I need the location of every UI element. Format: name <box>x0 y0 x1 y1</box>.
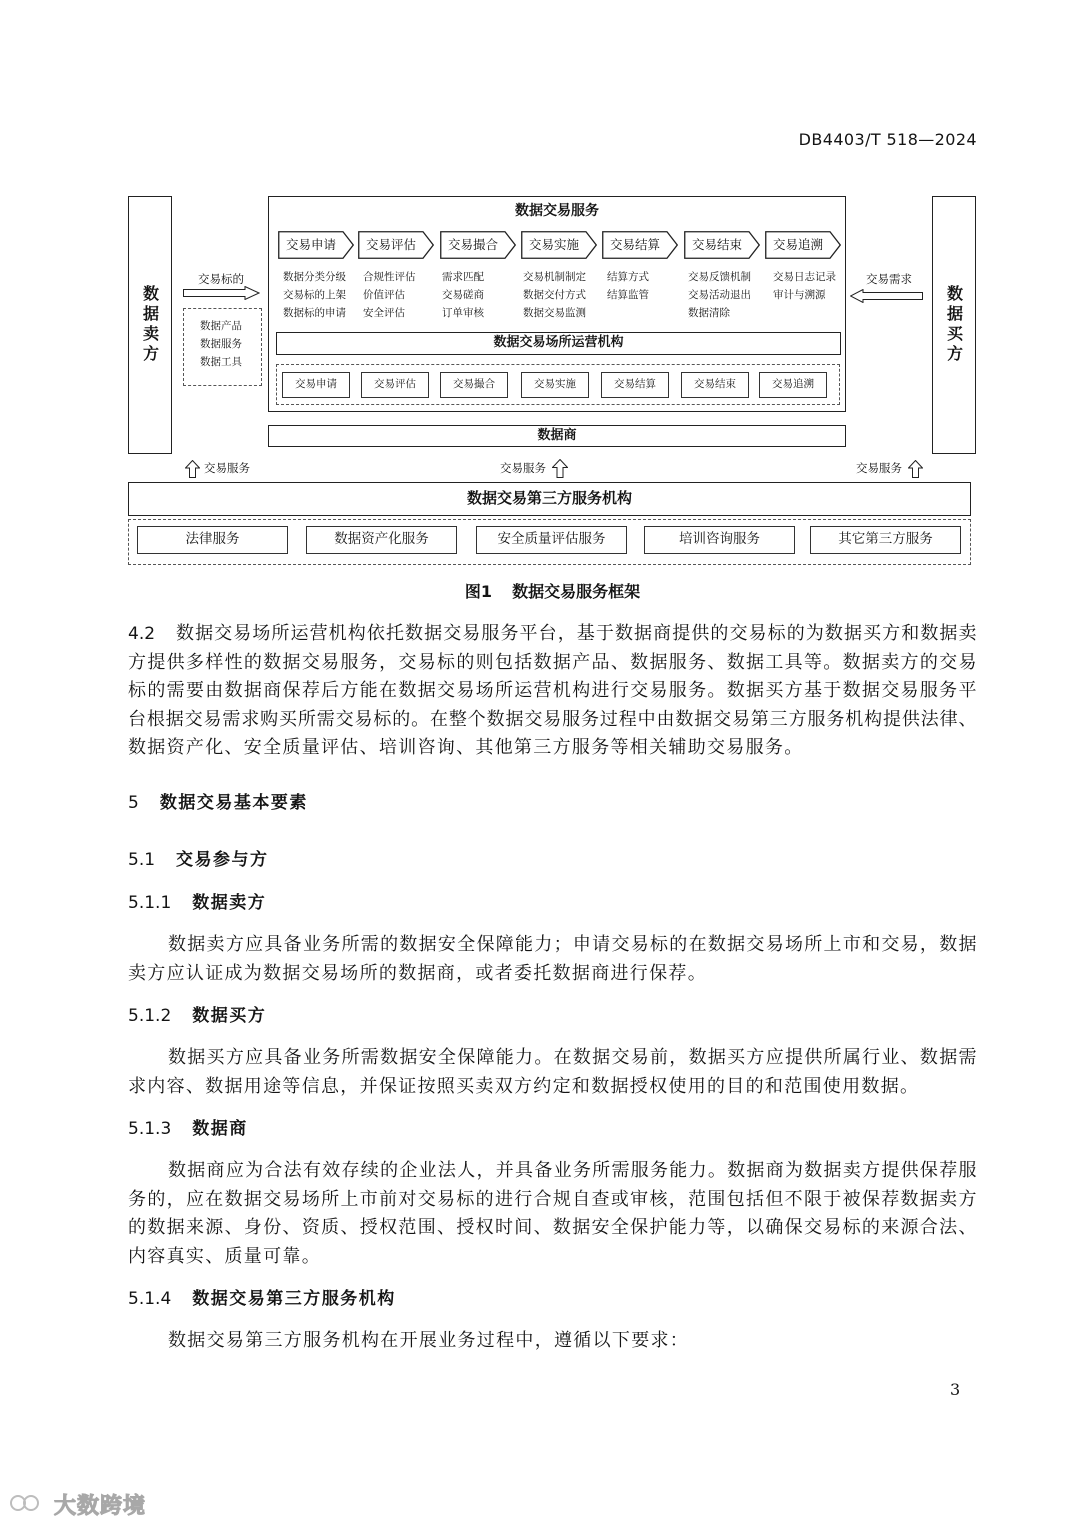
clause-5-1-1-paragraph <box>128 931 977 988</box>
operator-bar: 数据交易场所运营机构 <box>276 332 841 355</box>
paragraph-line: 数据买方应具备业务所需数据安全保障能力。在数据交易前，数据买方应提供所属行业、数据需 <box>168 1047 977 1068</box>
arrow-up-icon <box>552 459 568 478</box>
step-item: 数据交付方式 <box>523 289 586 301</box>
operator-step: 交易追溯 <box>759 372 827 398</box>
clause-5-1-3-paragraph <box>128 1157 977 1271</box>
section-heading <box>128 1002 266 1030</box>
step-chevron <box>358 231 434 259</box>
arrow-up-icon <box>185 460 200 478</box>
figure-caption-title: 数据交易服务框架 <box>512 582 641 601</box>
third-party-service: 培训咨询服务 <box>644 526 795 554</box>
step-items <box>773 268 836 304</box>
operator-step: 交易实施 <box>521 372 589 398</box>
clause-5-1-2-paragraph <box>128 1044 977 1101</box>
step-items <box>283 268 346 322</box>
figure-caption-number: 图1 <box>464 582 493 601</box>
page-number: 3 <box>950 1380 961 1399</box>
arrow-left-icon <box>850 289 923 303</box>
paragraph-line: 务的，应在数据交易场所上市前对交易标的进行合规自查或审核，范围包括但不限于被保荐数据卖方 <box>128 1188 977 1210</box>
third-party-service: 数据资产化服务 <box>306 526 457 554</box>
service-flow-label-right: 交易服务 <box>856 461 902 475</box>
step-item: 交易机制制定 <box>523 271 586 283</box>
operator-step: 交易评估 <box>361 372 429 398</box>
step-item: 结算方式 <box>607 271 649 283</box>
section-number: 5.1.4 <box>128 1289 172 1309</box>
arrow-right-icon <box>183 286 260 300</box>
step-item: 数据交易监测 <box>523 307 586 319</box>
step-item: 结算监管 <box>607 289 649 301</box>
step-items <box>688 268 751 322</box>
step-items <box>607 268 649 304</box>
step-chevron <box>521 231 597 259</box>
seller-product: 数据产品 <box>200 320 242 332</box>
section-title: 数据商 <box>192 1119 248 1139</box>
buyer-box <box>932 196 976 454</box>
paragraph-line: 数据卖方应具备业务所需的数据安全保障能力；申请交易标的在数据交易场所上市和交易，数据 <box>168 934 977 955</box>
section-title: 数据买方 <box>192 1006 267 1026</box>
third-party-service: 安全质量评估服务 <box>476 526 627 554</box>
step-label: 交易追溯 <box>772 237 823 252</box>
step-item: 安全评估 <box>363 307 405 319</box>
paragraph-line: 内容真实、质量可靠。 <box>128 1245 321 1267</box>
section-number: 5.1.3 <box>128 1119 172 1139</box>
section-number: 5.1.2 <box>128 1006 172 1026</box>
paragraph-line: 的数据来源、身份、资质、授权范围、授权时间、数据安全保护能力等，以确保交易标的来源合法、 <box>128 1217 977 1238</box>
operator-step: 交易撮合 <box>440 372 508 398</box>
buyer-flow-label: 交易需求 <box>866 272 912 286</box>
section-heading <box>128 1285 396 1313</box>
step-item: 价值评估 <box>363 289 405 301</box>
step-items <box>363 268 416 322</box>
section-number: 5.1.1 <box>128 893 172 913</box>
step-chevron <box>440 231 516 259</box>
seller-products <box>200 317 242 371</box>
section-heading <box>128 789 308 817</box>
step-label: 交易评估 <box>365 237 416 252</box>
step-label: 交易结束 <box>691 237 742 252</box>
section-title: 数据交易第三方服务机构 <box>192 1289 396 1309</box>
step-item: 订单审核 <box>442 307 484 319</box>
step-item: 交易反馈机制 <box>688 271 751 283</box>
seller-product: 数据服务 <box>200 338 242 350</box>
step-label: 交易结算 <box>609 237 660 252</box>
step-label: 交易实施 <box>528 237 579 252</box>
seller-label: 数据卖方 <box>140 285 160 365</box>
step-chevron <box>765 231 841 259</box>
buyer-label: 数据买方 <box>944 285 964 365</box>
third-party-bar: 数据交易第三方服务机构 <box>128 482 971 516</box>
seller-box <box>128 196 172 454</box>
clause-4-2-paragraph <box>128 620 977 763</box>
operator-step: 交易申请 <box>282 372 350 398</box>
step-item: 数据标的申请 <box>283 307 346 319</box>
step-chevron <box>684 231 760 259</box>
step-item: 交易日志记录 <box>773 271 836 283</box>
third-party-service: 法律服务 <box>137 526 288 554</box>
clause-5-1-4-paragraph <box>128 1327 977 1356</box>
step-item: 交易磋商 <box>442 289 484 301</box>
paragraph-line: 标的需要由数据商保荐后方能在数据交易场所运营机构进行交易服务。数据买方基于数据交易服务平 <box>128 680 977 701</box>
service-flow-label-center: 交易服务 <box>500 461 546 475</box>
section-title: 数据卖方 <box>192 893 267 913</box>
watermark-text: 大数跨境 <box>54 1493 147 1519</box>
third-party-service: 其它第三方服务 <box>810 526 961 554</box>
section-title: 数据交易基本要素 <box>159 793 308 813</box>
paragraph-line: 求内容、数据用途等信息，并保证按照买卖双方约定和数据授权使用的目的和范围使用数据。 <box>128 1075 920 1097</box>
section-number: 5 <box>128 793 139 813</box>
step-chevron <box>278 231 354 259</box>
paragraph-line: 数据资产化、安全质量评估、培训咨询、其他第三方服务等相关辅助交易服务。 <box>128 737 804 758</box>
step-item: 合规性评估 <box>363 271 416 283</box>
figure-caption <box>128 579 977 602</box>
document-number: DB4403/T 518—2024 <box>798 130 977 149</box>
step-chevron <box>602 231 678 259</box>
paragraph-line: 数据交易第三方服务机构在开展业务过程中，遵循以下要求： <box>168 1330 690 1351</box>
section-heading <box>128 846 269 874</box>
clause-number: 4.2 <box>128 624 156 644</box>
paragraph-line <box>128 620 977 649</box>
step-item: 审计与溯源 <box>773 289 826 301</box>
operator-step: 交易结算 <box>601 372 669 398</box>
step-item: 数据清除 <box>688 307 730 319</box>
step-label: 交易申请 <box>285 237 336 252</box>
platform-title: 数据交易服务 <box>515 203 599 219</box>
step-item: 数据分类分级 <box>283 271 346 283</box>
operator-step: 交易结束 <box>681 372 749 398</box>
paragraph-line-text: 数据交易场所运营机构依托数据交易服务平台，基于数据商提供的交易标的为数据买方和数据卖 <box>176 623 977 644</box>
paragraph-line: 台根据交易需求购买所需交易标的。在整个数据交易服务过程中由数据交易第三方服务机构提供法律、 <box>128 708 977 730</box>
watermark <box>10 1488 146 1520</box>
paragraph-line: 方提供多样性的数据交易服务，交易标的则包括数据产品、数据服务、数据工具等。数据卖方的交易 <box>128 651 977 673</box>
watermark-logo-icon <box>10 1493 44 1515</box>
paragraph-line: 卖方应认证成为数据交易场所的数据商，或者委托数据商进行保荐。 <box>128 962 707 984</box>
step-items <box>523 268 586 322</box>
service-flow-label-left: 交易服务 <box>204 461 250 475</box>
section-number: 5.1 <box>128 850 156 870</box>
section-heading <box>128 889 266 917</box>
step-item: 交易活动退出 <box>688 289 751 301</box>
step-item: 需求匹配 <box>442 271 484 283</box>
data-merchant-bar: 数据商 <box>268 425 846 447</box>
section-title: 交易参与方 <box>176 850 269 870</box>
step-items <box>442 268 484 322</box>
step-item: 交易标的上架 <box>283 289 346 301</box>
seller-product: 数据工具 <box>200 356 242 368</box>
seller-flow-label: 交易标的 <box>198 272 244 286</box>
paragraph-line: 数据商应为合法有效存续的企业法人，并具备业务所需服务能力。数据商为数据卖方提供保荐服 <box>168 1160 977 1181</box>
section-heading <box>128 1115 248 1143</box>
arrow-up-icon <box>908 460 923 478</box>
step-label: 交易撮合 <box>447 237 498 252</box>
